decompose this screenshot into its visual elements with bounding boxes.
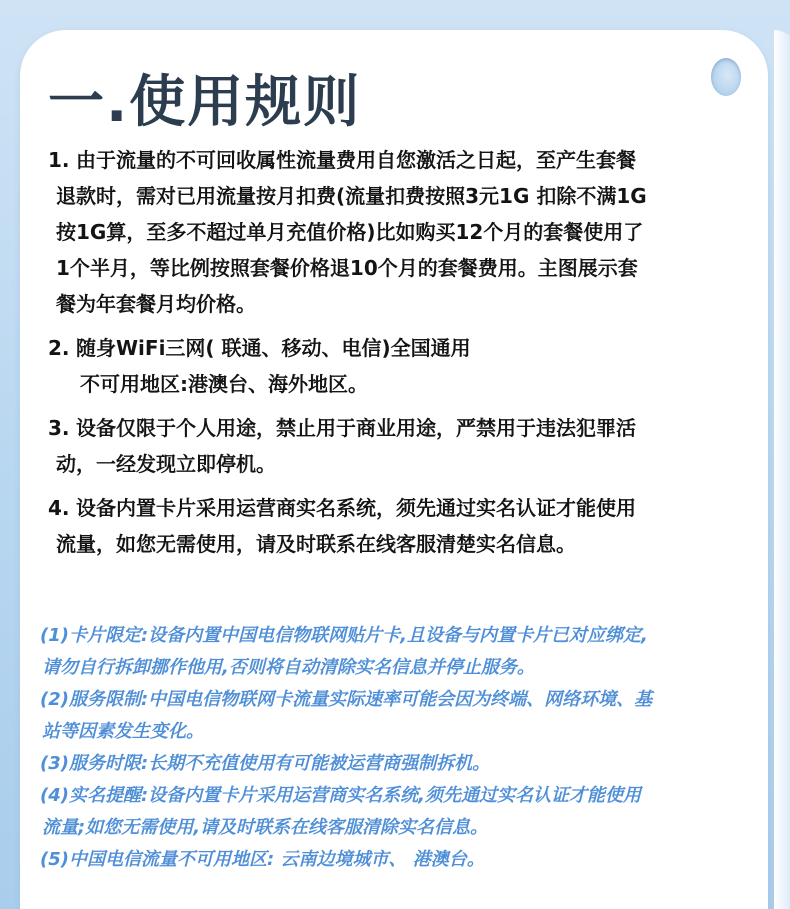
note-line: (2)服务限制:中国电信物联网卡流量实际速率可能会因为终端、网络环境、基 (40, 689, 653, 710)
rule-item-2 (48, 330, 760, 402)
rule-line: 餐为年套餐月均价格。 (56, 292, 256, 316)
rule-line: 动，一经发现立即停机。 (56, 452, 276, 476)
note-line: (5)中国电信流量不可用地区: 云南边境城市、 港澳台。 (40, 849, 485, 870)
note-item-3 (40, 748, 760, 780)
rule-number: 2. (48, 336, 70, 360)
rule-number: 1. (48, 148, 70, 172)
rule-line (48, 490, 760, 526)
rule-text: 设备仅限于个人用途，禁止用于商业用途，严禁用于违法犯罪活 (76, 416, 636, 440)
note-line: 站等因素发生变化。 (42, 721, 204, 742)
note-item-4 (40, 780, 760, 844)
rules-list (48, 142, 760, 562)
rule-text: 设备内置卡片采用运营商实名系统，须先通过实名认证才能使用 (76, 496, 636, 520)
rule-item-4 (48, 490, 760, 562)
rule-line: 1个半月，等比例按照套餐价格退10个月的套餐费用。主图展示套 (56, 256, 638, 280)
rule-line: 按1G算，至多不超过单月充值价格)比如购买12个月的套餐使用了 (56, 220, 644, 244)
notes-list (40, 620, 760, 876)
punch-hole-decoration (711, 58, 741, 96)
rule-text: 由于流量的不可回收属性流量费用自您激活之日起，至产生套餐 (76, 148, 636, 172)
rule-line: 流量，如您无需使用，请及时联系在线客服清楚实名信息。 (56, 532, 576, 556)
note-item-5 (40, 844, 760, 876)
note-item-1 (40, 620, 760, 684)
rule-line (48, 142, 760, 178)
note-line: (1)卡片限定:设备内置中国电信物联网贴片卡,且设备与内置卡片已对应绑定, (40, 625, 648, 646)
rule-item-3 (48, 410, 760, 482)
card-edge-decoration (774, 30, 790, 909)
rule-number: 3. (48, 416, 70, 440)
rule-number: 4. (48, 496, 70, 520)
rule-line: 退款时，需对已用流量按月扣费(流量扣费按照3元1G 扣除不满1G (56, 184, 647, 208)
note-line: 请勿自行拆卸挪作他用,否则将自动清除实名信息并停止服务。 (42, 657, 535, 678)
page-title: 一.使用规则 (48, 70, 362, 135)
note-line: 流量;如您无需使用,请及时联系在线客服清除实名信息。 (42, 817, 489, 838)
rule-line (48, 330, 760, 366)
rule-item-1 (48, 142, 760, 322)
rule-line: 不可用地区:港澳台、海外地区。 (80, 372, 368, 396)
note-line: (3)服务时限:长期不充值使用有可能被运营商强制拆机。 (40, 753, 491, 774)
note-item-2 (40, 684, 760, 748)
rules-card (20, 30, 768, 909)
rule-line (48, 410, 760, 446)
rule-text: 随身WiFi三网( 联通、移动、电信)全国通用 (76, 336, 471, 360)
note-line: (4)实名提醒:设备内置卡片采用运营商实名系统,须先通过实名认证才能使用 (40, 785, 642, 806)
